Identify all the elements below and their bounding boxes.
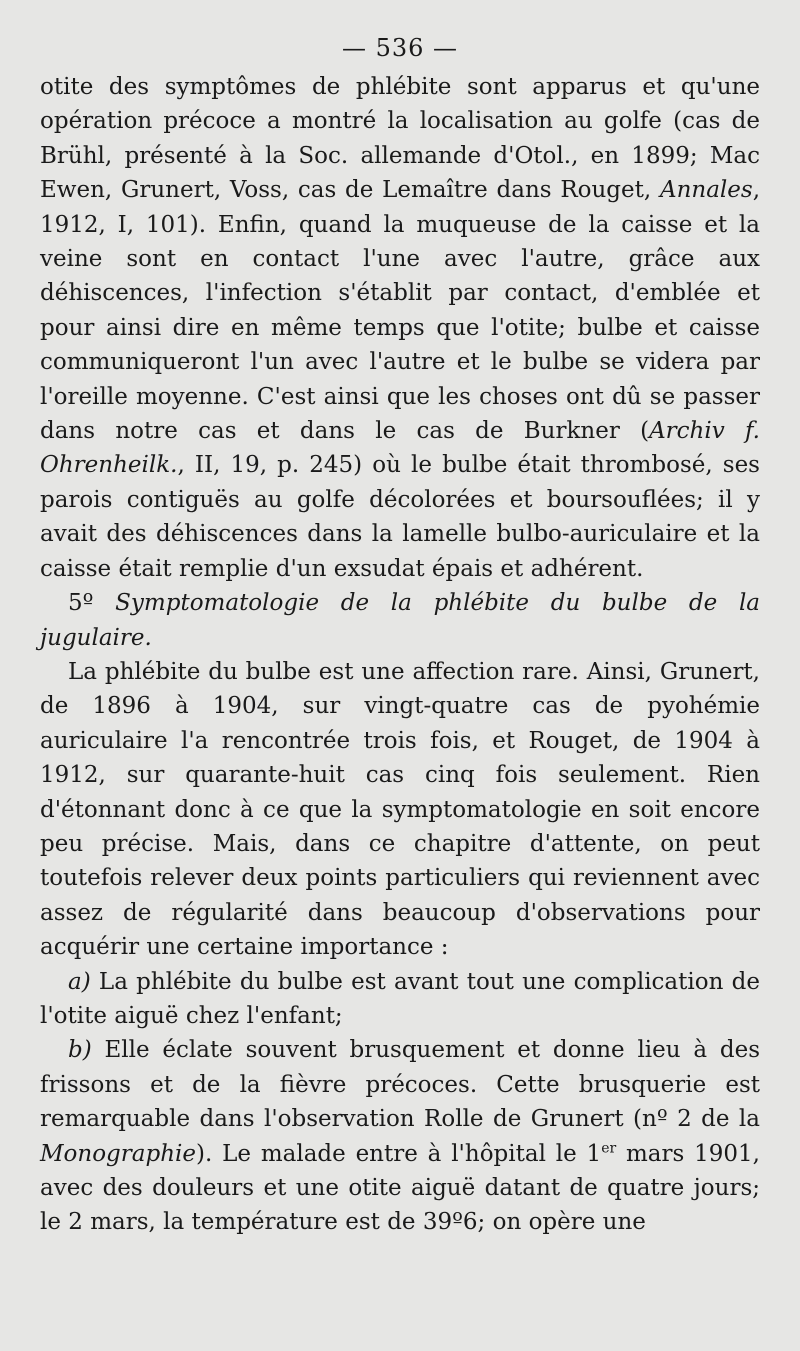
text-run: Elle éclate souvent brusquement et donne lieu à des frissons et de la fièvre précoces. Cette brusquerie est remarquable dans l'observation Rolle de Grunert (nº 2 de la <box>40 1037 760 1133</box>
superscript: er <box>601 1139 617 1156</box>
text-run: , II, 19, p. 245) où le bulbe était thrombosé, ses parois contiguës au golfe décolorées et boursouflées; il y avait des déhiscences dans la lamelle bulbo-auriculaire et la caisse était remplie d'un exsudat épais et adhérent. <box>40 452 760 582</box>
list-item-a <box>40 965 760 1034</box>
section-number: 5º <box>68 590 94 617</box>
text-run: mars 1901, avec des douleurs et une otite aiguë datant de quatre jours; le 2 mars, la température est de 39º6; on opère une <box>40 1140 760 1236</box>
item-label: a) <box>68 968 91 995</box>
text-run: , 1912, I, 101). Enfin, quand la muqueuse de la caisse et la veine sont en contact l'une avec l'autre, grâce aux déhiscences, l'infection s'établit par contact, d'emblée et pour ainsi dire en même temps que l'otite; bulbe et caisse communiqueront l'un avec l'autre et le bulbe se videra par l'oreille moyenne. C'est ainsi que les choses ont dû se passer dans notre cas et dans le cas de Burkner ( <box>40 177 760 445</box>
page-number: — 536 — <box>341 34 459 62</box>
body-text <box>40 70 760 1240</box>
item-label: b) <box>68 1037 92 1064</box>
work-title: Monographie <box>40 1140 196 1167</box>
section-heading <box>40 586 760 655</box>
paragraph: La phlébite du bulbe est une affection rare. Ainsi, Grunert, de 1896 à 1904, sur vingt-quatre cas de pyohémie auriculaire l'a rencontrée trois fois, et Rouget, de 1904 à 1912, sur quarante-huit cas cinq fois seulement. Rien d'étonnant donc à ce que la symptomatologie en soit encore peu précise. Mais, dans ce chapitre d'attente, on peut toutefois relever deux points particuliers qui reviennent avec assez de régularité dans beaucoup d'observations pour acquérir une certaine importance : <box>40 658 760 961</box>
list-item-b <box>40 1033 760 1239</box>
paragraph-continuation <box>40 70 760 586</box>
item-text: La phlébite du bulbe est avant tout une complication de l'otite aiguë chez l'enfant; <box>40 968 760 1029</box>
text-run: otite des symptômes de phlébite sont apparus et qu'une opération précoce a montré la localisation au golfe (cas de Brühl, présenté à la Soc. allemande d'Otol., en 1899; Mac Ewen, Grunert, Voss, cas de Lemaître dans Rouget, <box>40 74 760 204</box>
journal-title: Annales <box>659 177 753 204</box>
section-title: Symptomatologie de la phlébite du bulbe de la jugulaire. <box>40 590 761 651</box>
journal-title: Archiv f. Ohrenheilk. <box>40 418 760 479</box>
text-run: ). Le malade entre à l'hôpital le 1 <box>196 1140 602 1167</box>
